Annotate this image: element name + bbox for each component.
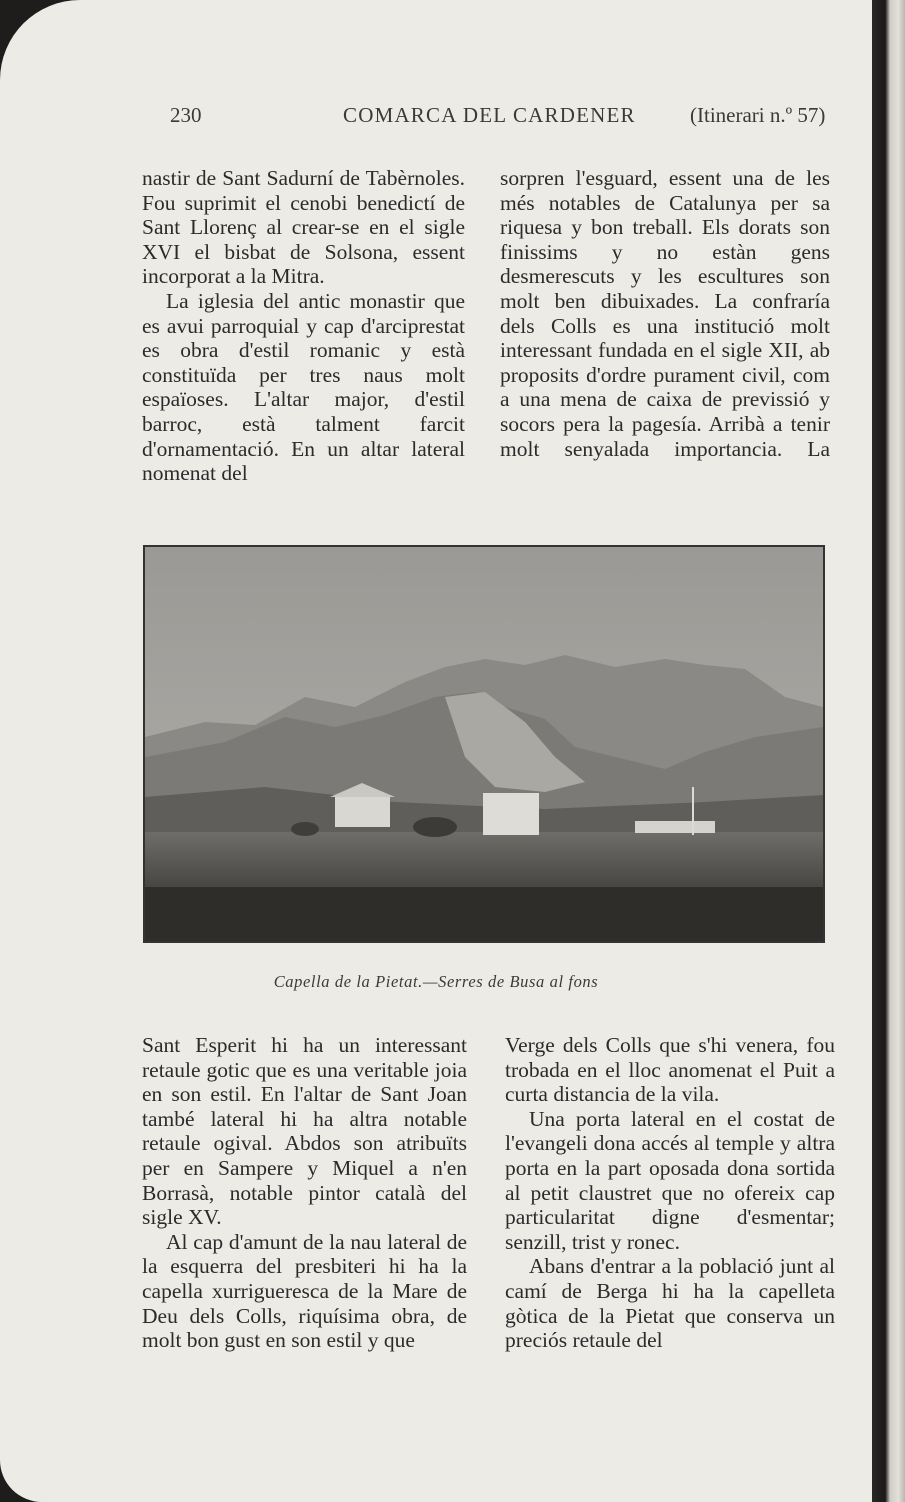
landscape-photo-icon [145, 547, 823, 941]
paragraph: Sant Esperit hi ha un interessant retaule gotic que es una veritable joia en son estil. En l'altar de Sant Joan també lateral hi ha altra notable retaule ogival. Abdos son atribuïts per en Sampere y Miquel a n'en Borrasà, notable pintor català del sigle XV. [142, 1033, 467, 1230]
paragraph: La iglesia del antic monastir que es avui parroquial y cap d'arciprestat es obra d'estil romanic y està constituïda per tres naus molt espaïoses. L'altar major, d'estil barroc, està talment farcit d'ornamentació. En un altar lateral nomenat del [142, 288, 465, 486]
paragraph: Verge dels Colls que s'hi venera, fou trobada en el lloc anomenat el Puit a curta distancia de la vila. [505, 1033, 835, 1107]
page-number: 230 [170, 103, 202, 127]
bottom-right-column [505, 1033, 835, 1353]
paragraph: Al cap d'amunt de la nau lateral de la esquerra del presbiteri hi ha la capella xurrigueresca de la Mare de Deu dels Colls, riquísima obra, de molt bon gust en son estil y que [142, 1229, 467, 1353]
itinerary-reference: (Itinerari n.º 57) [690, 103, 826, 127]
running-title: COMARCA DEL CARDENER [343, 103, 636, 127]
landscape-photo [143, 545, 825, 943]
paragraph: nastir de Sant Sadurní de Tabèrnoles. Fou suprimit el cenobi benedictí de Sant Llorenç al crear-se en el sigle XVI el bisbat de Solsona, essent incorporat a la Mitra. [142, 166, 465, 289]
top-right-column [500, 166, 830, 461]
paragraph: sorpren l'esguard, essent una de les més notables de Catalunya per sa riquesa y bon treball. Els dorats son finissims y no estàn gens desmerescuts y les escultures son molt ben dibuixades. La confraría dels Colls es una institució molt interessant fundada en el sigle XII, ab proposits d'ordre purament civil, com a una mena de caixa de previssió y socors pera la pagesía. Arribà a tenir molt senyalada importancia. La [500, 166, 830, 461]
paragraph: Abans d'entrar a la població junt al camí de Berga hi ha la capelleta gòtica de la Pietat que conserva un preciós retaule del [505, 1254, 835, 1353]
paragraph: Una porta lateral en el costat de l'evangeli dona accés al temple y altra porta en la part oposada dona sortida al petit claustret que no ofereix cap particularitat digne d'esmentar; senzill, trist y ronec. [505, 1106, 835, 1254]
top-left-column [142, 166, 465, 486]
bottom-left-column [142, 1033, 467, 1353]
photo-caption: Capella de la Pietat.—Serres de Busa al fons [273, 972, 599, 991]
book-page-edge [872, 0, 905, 1502]
